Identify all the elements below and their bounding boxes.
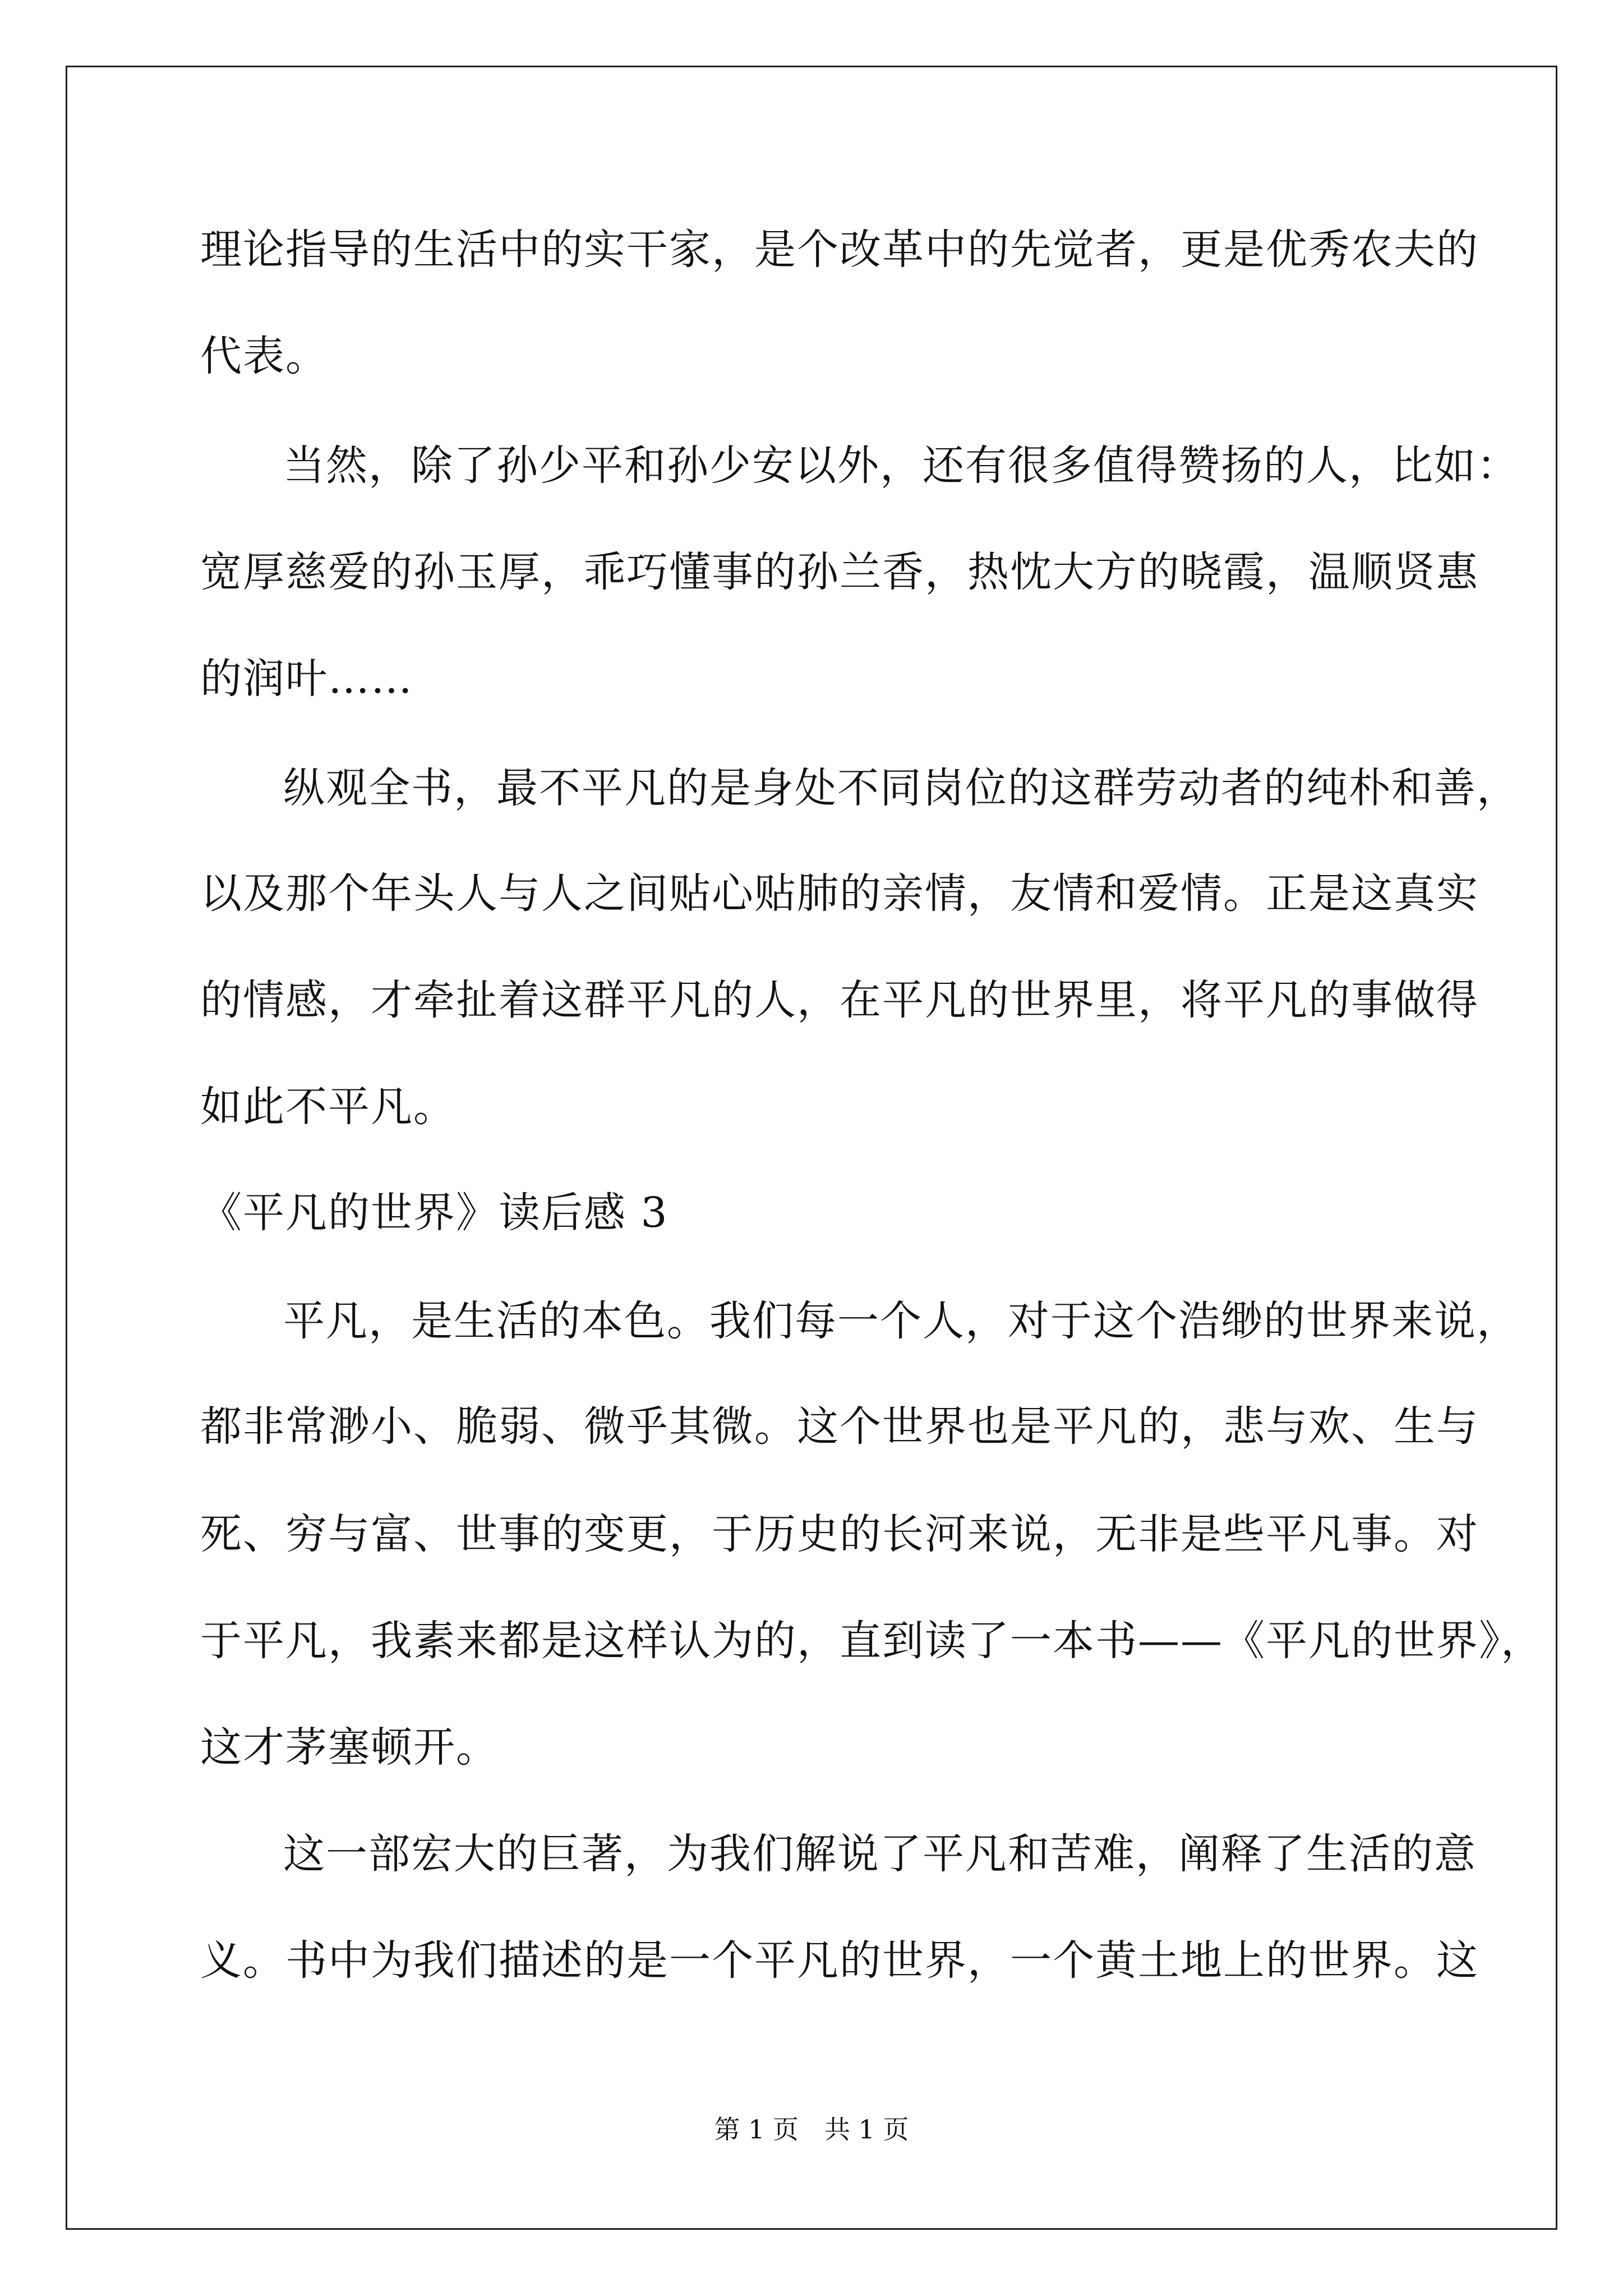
page-number-footer: 第 1 页 共 1 页 xyxy=(714,2114,909,2145)
text-line: 的情感，才牵扯着这群平凡的人，在平凡的世界里，将平凡的事做得 xyxy=(200,976,1479,1024)
page-border xyxy=(66,66,1557,2230)
text-line: 的润叶…… xyxy=(200,655,413,703)
text-line: 纵观全书，最不平凡的是身处不同岗位的这群劳动者的纯朴和善， xyxy=(283,764,1519,812)
text-line: 如此不平凡。 xyxy=(200,1083,456,1131)
section-heading: 《平凡的世界》读后感 3 xyxy=(200,1189,668,1237)
text-line: 宽厚慈爱的孙玉厚，乖巧懂事的孙兰香，热忱大方的晓霞，温顺贤惠 xyxy=(200,548,1479,596)
text-line: 死、穷与富、世事的变更，于历史的长河来说，无非是些平凡事。对 xyxy=(200,1510,1479,1558)
text-line: 都非常渺小、脆弱、微乎其微。这个世界也是平凡的，悲与欢、生与 xyxy=(200,1402,1479,1451)
text-line: 平凡，是生活的本色。我们每一个人，对于这个浩缈的世界来说， xyxy=(283,1297,1519,1345)
text-line: 这一部宏大的巨著，为我们解说了平凡和苦难，阐释了生活的意 xyxy=(283,1830,1477,1878)
text-line: 理论指导的生活中的实干家，是个改革中的先觉者，更是优秀农夫的 xyxy=(200,226,1479,274)
text-line: 这才茅塞顿开。 xyxy=(200,1723,499,1772)
text-line: 当然，除了孙少平和孙少安以外，还有很多值得赞扬的人，比如： xyxy=(283,441,1519,490)
text-line: 代表。 xyxy=(200,332,328,380)
text-line: 义。书中为我们描述的是一个平凡的世界，一个黄土地上的世界。这 xyxy=(200,1936,1479,1985)
text-line: 于平凡，我素来都是这样认为的，直到读了一本书——《平凡的世界》， xyxy=(200,1617,1543,1665)
text-line: 以及那个年头人与人之间贴心贴肺的亲情，友情和爱情。正是这真实 xyxy=(200,869,1479,918)
